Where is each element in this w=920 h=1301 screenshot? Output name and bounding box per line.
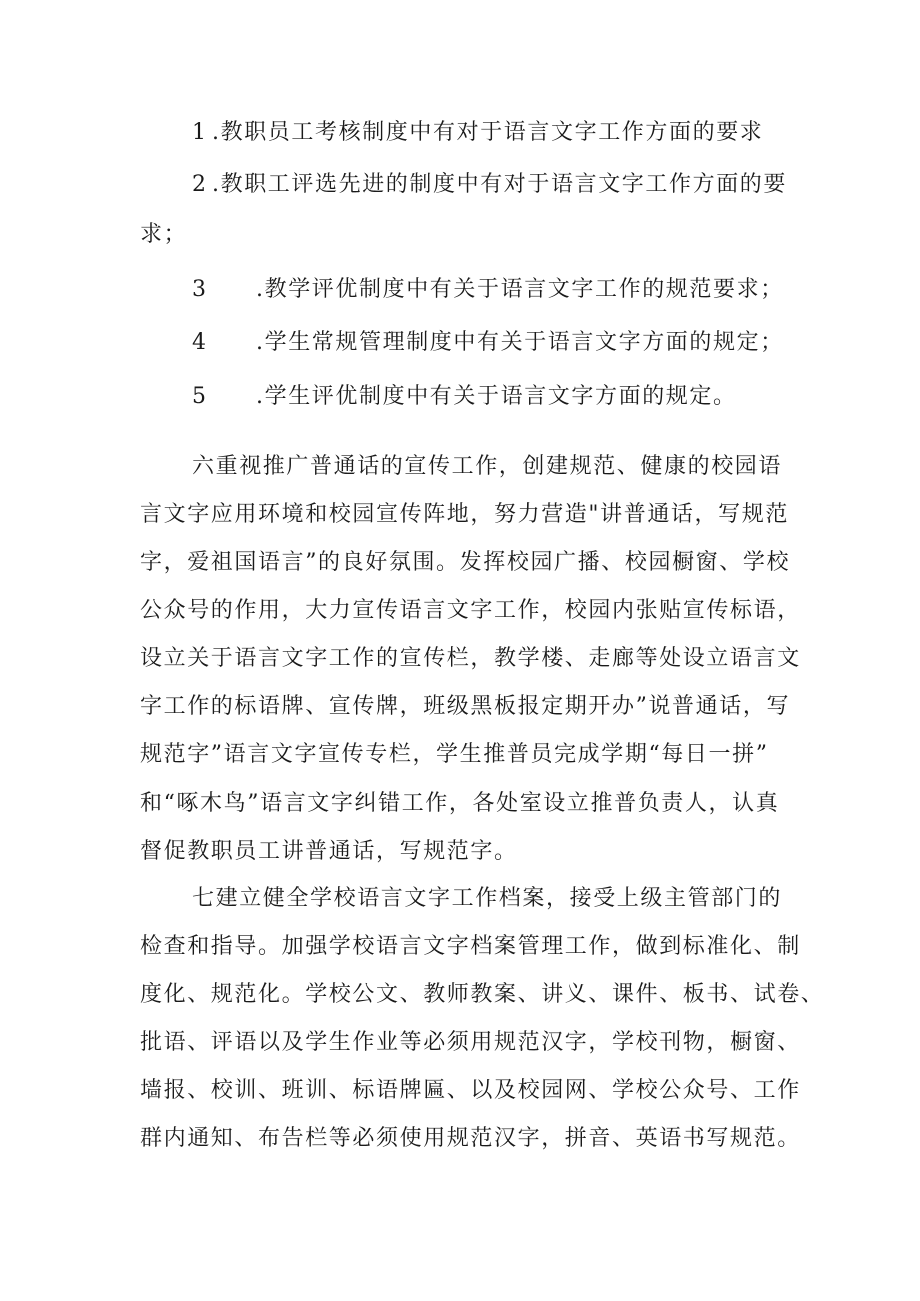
para6-line-2: 言文字应用环境和校园宣传阵地，努力营造"讲普通话，写规范 <box>140 502 789 527</box>
list-item-3: .教学评优制度中有关于语言文字工作的规范要求； <box>256 277 784 302</box>
para6-line-4: 公众号的作用，大力宣传语言文字工作，校园内张贴宣传标语， <box>140 598 801 623</box>
para6-line-8: 和“啄木鸟”语言文字纠错工作，各处室设立推普负责人，认真 <box>140 791 780 816</box>
para7-line-2: 检查和指导。加强学校语言文字档案管理工作，做到标准化、制 <box>140 934 801 959</box>
para6-line-9: 督促教职员工讲普通话，写规范字。 <box>140 839 518 864</box>
para7-line-4: 批语、评语以及学生作业等必须用规范汉字，学校刊物，橱窗、 <box>140 1030 801 1055</box>
para6-line-1: 六重视推广普通话的宣传工作，创建规范、健康的校园语 <box>192 454 783 479</box>
para6-line-3: 字，爱祖国语言”的良好氛围。发挥校园广播、校园橱窗、学校 <box>140 550 791 575</box>
list-number-4: 4 <box>192 330 206 355</box>
list-number-1: 1 <box>192 120 206 145</box>
para7-line-6: 群内通知、布告栏等必须使用规范汉字，拼音、英语书写规范。 <box>140 1126 801 1151</box>
list-item-1: .教职员工考核制度中有对于语言文字工作方面的要求 <box>212 120 764 145</box>
para7-line-1: 七建立健全学校语言文字工作档案，接受上级主管部门的 <box>192 886 783 911</box>
para7-line-3: 度化、规范化。学校公文、教师教案、讲义、课件、板书、试卷、 <box>140 982 825 1007</box>
list-item-5: .学生评优制度中有关于语言文字方面的规定。 <box>256 384 737 409</box>
list-number-3: 3 <box>192 277 206 302</box>
para6-line-7: 规范字”语言文字宣传专栏，学生推普员完成学期“每日一拼” <box>140 742 769 767</box>
list-number-5: 5 <box>192 384 206 409</box>
para6-line-5: 设立关于语言文字工作的宣传栏，教学楼、走廊等处设立语言文 <box>140 646 801 671</box>
para6-line-6: 字工作的标语牌、宣传牌，班级黑板报定期开办”说普通话，写 <box>140 694 791 719</box>
list-number-2: 2 <box>192 172 206 197</box>
list-item-2: .教职工评选先进的制度中有对于语言文字工作方面的要 <box>212 172 787 197</box>
list-item-2-continuation: 求； <box>140 222 188 247</box>
list-item-4: .学生常规管理制度中有关于语言文字方面的规定； <box>256 330 784 355</box>
para7-line-5: 墙报、校训、班训、标语牌匾、以及校园网、学校公众号、工作 <box>140 1078 801 1103</box>
